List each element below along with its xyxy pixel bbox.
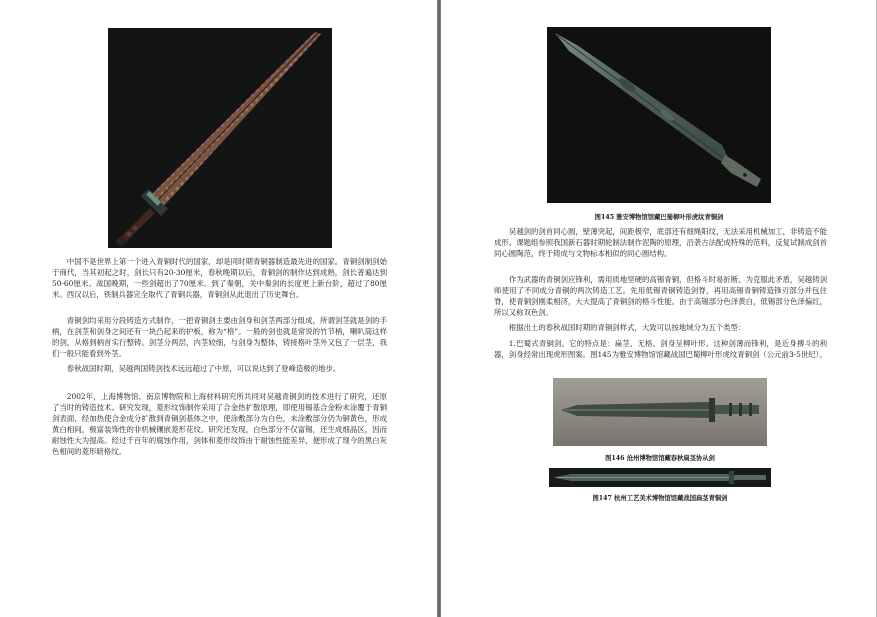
paragraph-wu-yue-technique: 春秋战国时期，吴越两国铸剑技术远远超过了中原，可以说达到了登峰造极的地步。 [66,364,341,373]
paragraph-casting-method: 青铜剑均采用分段铸造方式制作，一把青铜剑主要由剑身和剑茎两部分组成，所谓剑茎就是剑的手柄，在剑茎和剑身之间还有一块凸起来的护板，称为“格”。一般的剑也就是常说的竹节柄，喇叭筒这样的剑，从格到柄首实行整铸。剑茎分两层，内茎较细，与剑身为整体，铸接格叶茎外又包了一层茎，我们一般只能看到外茎。 [52,316,387,359]
caption-figure-147: 图147 杭州工艺美术博物馆馆藏战国扁茎青铜剑 [592,495,728,502]
hangzhou-sword-illustration [549,468,771,487]
paragraph-five-types: 根据出土的春秋战国时期的青铜剑样式，大致可以按地域分为五个类型： [508,323,746,332]
paragraph-two-stage-casting: 作为武器的青铜剑应锋利，需用质地坚硬的高锡青铜，但格斗时易折断。为克服此矛盾，吴越铸剑师使用了不同成分青铜的两次铸造工艺。先用低锡青铜铸造剑脊，再用高锡青铜铸造锋刃部分并包住脊，使青铜剑刚柔相济，大大提高了青铜剑的格斗性能。由于高锡部分色泽黄白，低锡部分色泽偏红，所以又称双色剑。 [494,275,827,318]
paragraph-bronze-age-intro: 中国不是世界上第一个进入青铜时代的国家，却是同时期青铜器制造最先进的国家。青铜剑制剑始于商代，当其初起之时，剑长只有20-30厘米，春秋晚期以后，青铜剑的制作达到成熟，剑长普遍达到50-60厘米。战国晚期，一些剑超出了70厘米。到了秦朝，关中秦剑的长度更上新台阶，超过了80厘米。西汉以后，铁制兵器完全取代了青铜兵器，青铜剑从此退出了历史舞台。 [52,257,387,300]
paragraph-sword-pommel: 吴越剑的剑首同心圆，壁薄突起，间距极窄，底部还有细绳阳纹，无法采用机械加工，非铸造不能成形。课题组参照我国新石器时期轮制法制作泥陶的原理，沿袭古法配成特殊的范料，反复试制成剑首同心圆陶范，终于铸成与文物标本相似的同心圆结构。 [494,227,827,259]
cangzhou-sword-illustration [553,378,767,446]
left-page [0,0,438,617]
willow-leaf-sword-illustration [547,27,771,203]
photo-bashu-willow-leaf-sword [547,27,771,203]
paragraph-2002-research: 2002年，上海博物馆、南京博物院和上海材料研究所共同对吴越青铜剑的技术进行了研究，还原了当时的铸造技术。研究发现，菱形纹饰制作采用了合金热扩散原理，即使用锡基合金粉末涂覆于青铜剑表面，经加热使合金成分扩散到青铜剑基体之中，使涂敷部分为白色，未涂敷部分仍为铜黄色，形成黄白相间，极富装饰性的非机械镶嵌菱形花纹。研究还发现，白色部分不仅富锡，还生成细晶区，因而耐蚀性大为提高。经过千百年的腐蚀作用，剑体和菱形纹饰由于耐蚀性能差异，便形成了现今的黑白灰色相间的菱形暗格纹。 [52,392,387,457]
caption-figure-146: 图146 沧州博物馆馆藏春秋扁茎协从剑 [605,455,715,462]
sword-illustration [108,28,332,248]
caption-figure-145: 图145 雅安博物馆馆藏巴蜀柳叶形虎纹青铜剑 [594,214,724,221]
right-page [441,0,877,617]
photo-cangzhou-sword [553,378,767,446]
paragraph-bashu-type: 1.巴蜀式青铜剑。它的特点是：扁茎、无格、剑身呈柳叶形。这种剑薄而锋利，是近身搏斗的利器，剑身经常出现虎形图案。图145为雅安博物馆馆藏战国巴蜀柳叶形虎纹青铜剑（公元前3-5世纪）。 [494,339,827,360]
photo-bronze-sword-diamond-pattern [108,28,332,248]
photo-hangzhou-sword [549,468,771,487]
